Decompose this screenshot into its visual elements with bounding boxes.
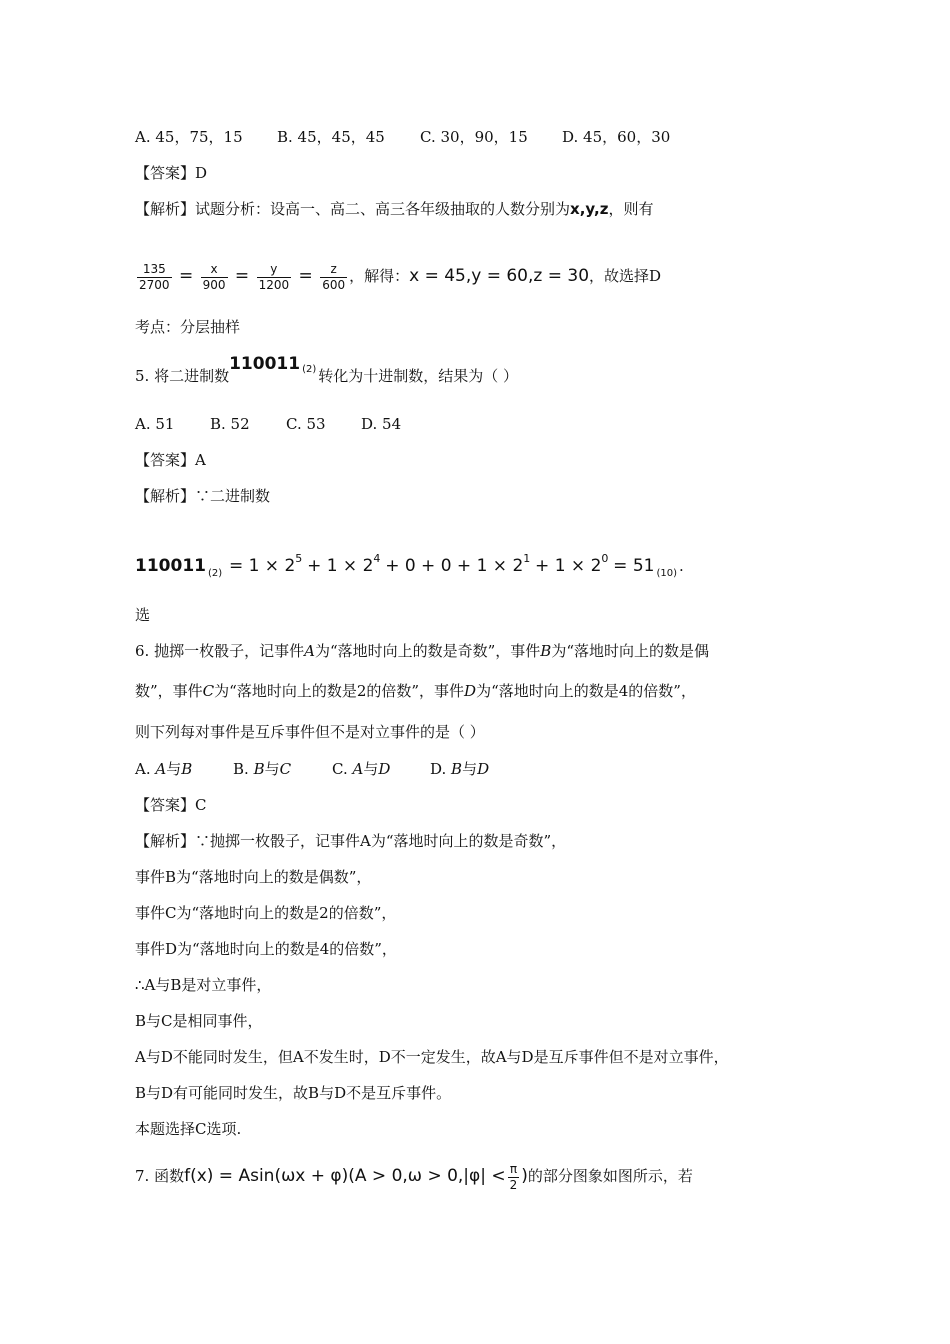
q5-calc-exp-1: 5 bbox=[295, 552, 303, 565]
q5-calc-term-1: = 1 × 2 bbox=[228, 556, 296, 576]
fraction-denominator: 900 bbox=[202, 277, 226, 292]
option-connector: 与 bbox=[264, 760, 280, 778]
q7-function-close: ) bbox=[521, 1166, 528, 1186]
q7-stem-prefix: 7. 函数 bbox=[135, 1167, 185, 1185]
equals-sign: = bbox=[293, 266, 319, 286]
event-d-symbol: D bbox=[464, 682, 477, 700]
q4-fraction-1 bbox=[137, 262, 172, 293]
event-a-symbol: A bbox=[304, 642, 315, 660]
q6-stem-text: 为“落地时向上的数是偶 bbox=[551, 642, 709, 660]
fraction-numerator: z bbox=[320, 262, 347, 278]
option-event: B bbox=[181, 760, 193, 778]
option-connector: 与 bbox=[462, 760, 478, 778]
option-connector: 与 bbox=[363, 760, 379, 778]
q5-calc-term-4: + 1 × 2 bbox=[535, 556, 602, 576]
q5-answer: 【答案】A bbox=[135, 451, 206, 469]
q6-analysis-line: 事件C为“落地时向上的数是2的倍数”， bbox=[135, 904, 397, 922]
option-letter: D. bbox=[430, 760, 452, 778]
q4-option-d: D. 45，60，30 bbox=[562, 128, 671, 146]
q7-stem-suffix: 的部分图象如图所示，若 bbox=[527, 1167, 693, 1185]
q4-point: 考点：分层抽样 bbox=[135, 318, 241, 336]
fraction-denominator: 2700 bbox=[139, 277, 170, 292]
q6-analysis-line: 【解析】∵抛掷一枚骰子，记事件A为“落地时向上的数是奇数”， bbox=[135, 832, 567, 850]
q5-stem-prefix: 5. 将二进制数 bbox=[135, 367, 230, 385]
fraction-numerator: 135 bbox=[137, 262, 172, 278]
fraction-denominator: 2 bbox=[509, 1177, 518, 1192]
q6-analysis-line: 事件D为“落地时向上的数是4的倍数”， bbox=[135, 940, 397, 958]
q6-option-d bbox=[430, 759, 489, 779]
equals-sign: = bbox=[173, 266, 199, 286]
q6-answer: 【答案】C bbox=[135, 796, 207, 814]
q4-answer: 【答案】D bbox=[135, 164, 208, 182]
q5-choose: 选 bbox=[135, 606, 151, 624]
q4-option-a: A. 45，75，15 bbox=[135, 128, 243, 146]
q4-analysis bbox=[135, 199, 653, 219]
q6-option-c bbox=[332, 759, 430, 779]
q6-options bbox=[135, 759, 489, 779]
q4-equation bbox=[135, 258, 661, 294]
q5-option-d: D. 54 bbox=[361, 415, 402, 433]
q6-analysis-line: ∴A与B是对立事件， bbox=[135, 976, 272, 994]
q6-stem-text: 为“落地时向上的数是4的倍数”， bbox=[476, 682, 696, 700]
q4-analysis-prefix: 【解析】试题分析：设高一、高二、高三各年级抽取的人数分别为 bbox=[135, 200, 571, 218]
q5-calc-term-2: + 1 × 2 bbox=[307, 556, 374, 576]
q4-option-b: B. 45，45，45 bbox=[277, 128, 385, 146]
q4-analysis-vars: x,y,z bbox=[570, 200, 609, 218]
fraction-denominator: 600 bbox=[322, 277, 346, 292]
option-letter: A. bbox=[135, 760, 156, 778]
option-event: D bbox=[477, 760, 490, 778]
q5-option-a: A. 51 bbox=[135, 415, 175, 433]
q5-option-b: B. 52 bbox=[210, 415, 250, 433]
q6-stem-line-3: 则下列每对事件是互斥事件但不是对立事件的是（ ） bbox=[135, 723, 485, 741]
q5-calc-term-3: + 0 + 0 + 1 × 2 bbox=[385, 556, 524, 576]
q4-fraction-3 bbox=[257, 262, 292, 293]
fraction-denominator: 1200 bbox=[258, 277, 290, 292]
option-event: A bbox=[155, 760, 167, 778]
q4-conclusion: ，故选择D bbox=[589, 267, 662, 285]
q4-fraction-4 bbox=[320, 262, 347, 293]
fraction-numerator: x bbox=[201, 262, 228, 278]
q5-calc-base-10: (10) bbox=[656, 568, 677, 579]
q4-solve-label: ，解得： bbox=[349, 267, 410, 285]
q4-options bbox=[135, 127, 670, 147]
q7-pi-fraction bbox=[508, 1162, 520, 1193]
q4-fraction-2 bbox=[201, 262, 228, 293]
q5-calc-number: 110011 bbox=[135, 556, 206, 576]
q5-option-c: C. 53 bbox=[286, 415, 326, 433]
q6-stem-line-2 bbox=[135, 681, 696, 701]
option-connector: 与 bbox=[166, 760, 182, 778]
option-letter: B. bbox=[233, 760, 254, 778]
q5-calc-result: = 51 bbox=[613, 556, 655, 576]
q5-stem-suffix: 转化为十进制数，结果为（ ） bbox=[318, 367, 519, 385]
q5-calc-exp-3: 1 bbox=[523, 552, 531, 565]
event-c-symbol: C bbox=[202, 682, 215, 700]
q5-binary: 110011 bbox=[229, 354, 301, 374]
q7-stem bbox=[135, 1158, 693, 1194]
q6-analysis-line: B与D有可能同时发生，故B与D不是互斥事件。 bbox=[135, 1084, 452, 1102]
q5-analysis: 【解析】∵二进制数 bbox=[135, 487, 271, 505]
q6-stem-text: 6. 抛掷一枚骰子，记事件 bbox=[135, 642, 305, 660]
q5-calc-base: (2) bbox=[207, 568, 223, 579]
q7-function: f(x) = Asin(ωx + φ)(A > 0,ω > 0,|φ| < bbox=[184, 1166, 506, 1186]
q6-stem-text: 数”，事件 bbox=[135, 682, 203, 700]
q6-option-b bbox=[233, 759, 332, 779]
q6-stem-line-1 bbox=[135, 641, 709, 661]
option-event: C bbox=[279, 760, 292, 778]
event-b-symbol: B bbox=[540, 642, 552, 660]
q4-analysis-suffix: ，则有 bbox=[608, 200, 654, 218]
q6-option-a bbox=[135, 759, 233, 779]
q5-stem bbox=[135, 354, 519, 394]
option-event: B bbox=[253, 760, 265, 778]
option-event: A bbox=[352, 760, 364, 778]
q6-stem-text: 为“落地时向上的数是2的倍数”，事件 bbox=[214, 682, 465, 700]
q5-calc-end: . bbox=[678, 557, 684, 575]
q6-analysis-line: 事件B为“落地时向上的数是偶数”， bbox=[135, 868, 372, 886]
q6-analysis-line: 本题选择C选项. bbox=[135, 1120, 242, 1138]
option-letter: C. bbox=[332, 760, 353, 778]
q4-solve-values: x = 45,y = 60,z = 30 bbox=[409, 266, 590, 286]
option-event: D bbox=[378, 760, 391, 778]
option-event: B bbox=[451, 760, 463, 778]
q6-stem-text: 为“落地时向上的数是奇数”，事件 bbox=[314, 642, 541, 660]
q4-option-c: C. 30，90，15 bbox=[420, 128, 528, 146]
q5-options bbox=[135, 414, 401, 434]
q5-calc-exp-4: 0 bbox=[601, 552, 609, 565]
fraction-numerator: y bbox=[257, 262, 292, 278]
q5-calculation bbox=[135, 545, 684, 588]
q6-analysis-line: B与C是相同事件， bbox=[135, 1012, 263, 1030]
q5-binary-base: (2) bbox=[302, 364, 317, 375]
fraction-numerator: π bbox=[508, 1162, 520, 1178]
q6-analysis-line: A与D不能同时发生，但A不发生时，D不一定发生，故A与D是互斥事件但不是对立事件， bbox=[135, 1048, 729, 1066]
q5-calc-exp-2: 4 bbox=[373, 552, 381, 565]
equals-sign: = bbox=[229, 266, 255, 286]
